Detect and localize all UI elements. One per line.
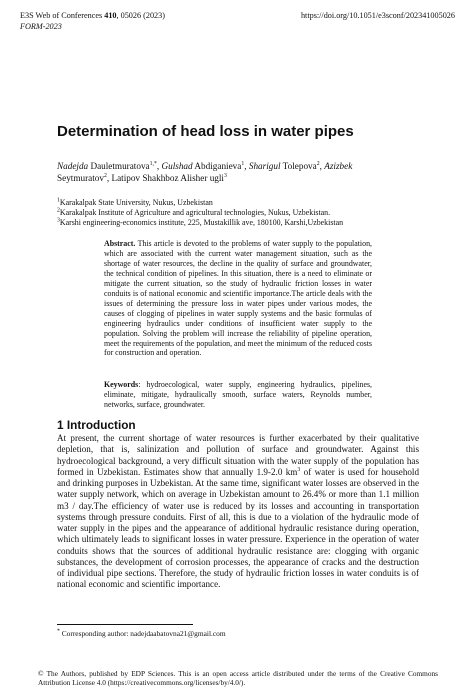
footnote-text: Corresponding author: nadejdaabatovna21@gmail.com: [59, 629, 226, 638]
journal-volume: 410: [104, 11, 117, 20]
affiliation-marker: 1,*: [149, 160, 157, 167]
affiliation-item: [57, 218, 437, 228]
author-list: Nadejda Dauletmuratova$^{1,*}$, Gulshad Abdiganieva$^1$, Sharigul Tolepova$^2$, Azizbek Seytmuratov$^2$, Latipov Shakhboz Alisher ugli$^3$: [57, 160, 353, 183]
author-family-name: Latipov Shakhboz Alisher ugli: [111, 172, 224, 183]
abstract-text: This article is devoted to the problems of water supply to the population, which are associated with the current water management situation, such as the shortage of water resources, the decline in the quality of surface and groundwater, the technical condition of pipelines. In this situation, there is a need to eliminate or mitigate the current situation, so the study of hydraulic friction losses in water conduits is of national economic and scientific importance.The article deals with the issues of determining the pressure loss in water pipes under various modes, the causes of clogging of pipelines in water supply systems and the basic formulas of engineering hydraulics under conditions of insufficient water supply to the population. Solving the problem will increase the reliability of pipeline operation, meet the requirements of the population, and meet the minimum of the reduced costs for construction and operation.: [104, 239, 372, 358]
affiliation-marker: 3: [224, 172, 227, 179]
abstract: [104, 239, 372, 358]
section-heading: 1 Introduction: [57, 418, 136, 432]
affiliation-text: Karakalpak Institute of Agriculture and agricultural technologies, Nukus, Uzbekistan.: [59, 208, 331, 217]
body-text: At present, the current shortage of water resources is further exacerbated by their qualitative depletion, that is, salinization and pollution of surface and groundwater. Against this hydroecological background, a very difficult situation with the water supply of the population has formed in Uzbekistan. Estimates show that annually 1.9-2.0 km: [57, 433, 419, 477]
footnote-divider: [57, 624, 193, 625]
affiliation-text: Karakalpak State University, Nukus, Uzbekistan: [59, 198, 213, 207]
license-footer: © The Authors, published by EDP Sciences. This is an open access article distributed under the terms of the Creative Commons Attribution License 4.0 (https://creativecommons.org/licenses/by/4.0/).: [38, 669, 438, 687]
author-given-name: Gulshad: [161, 161, 193, 171]
footnote: [57, 629, 226, 638]
author-family-name: Dauletmuratova: [90, 161, 150, 171]
doi-link[interactable]: https://doi.org/10.1051/e3sconf/202341005026: [300, 11, 455, 20]
affiliation-number: 1: [57, 197, 60, 204]
journal-name: E3S Web of Conferences: [20, 11, 103, 20]
affiliation-marker: 2: [103, 172, 107, 179]
abstract-label: Abstract.: [104, 239, 136, 248]
author-given-name: Azizbek: [324, 161, 353, 171]
affiliation-list: [57, 198, 437, 228]
body-paragraph: [57, 433, 419, 591]
body-text: of water is used for household and drinking purposes in Uzbekistan. At the same time, significant water losses are observed in the water supply network, which on average in Uzbekistan amount to 26.4% or more than 1.1 million m3 / day.The efficiency of water use is reduced by its losses and accounting in transportation systems through pressure conduits. First of all, this is due to a violation of the hydraulic mode of water supply in the pipes and the appearance of additional hydraulic resistance during operation, which ultimately leads to significant losses in water pressure. Experience in the operation of water conduits shows that the sources of additional hydraulic resistance are: clogging with organic substances, the development of corrosion processes, the appearance of cracks and the destruction of individual pipe sections. Therefore, the study of hydraulic friction losses in water conduits is of national economic and scientific importance.: [57, 466, 419, 590]
keywords-text: : hydroecological, water supply, engineering hydraulics, pipelines, eliminate, mitigate, hydraulically smooth, surface waters, Reynolds number, networks, surface, groundwater.: [104, 380, 372, 409]
superscript: 3: [297, 466, 301, 473]
author-given-name: Sharigul: [248, 161, 281, 171]
affiliation-item: [57, 208, 437, 218]
affiliation-number: 3: [57, 217, 60, 224]
author-family-name: Seytmuratov: [57, 172, 104, 183]
author-given-name: Nadejda: [57, 161, 89, 171]
introduction-body: [57, 433, 419, 591]
affiliation-marker: 2: [316, 160, 320, 167]
author-family-name: Tolepova: [282, 161, 317, 171]
journal-header: [20, 11, 165, 32]
affiliation-text: Karshi engineering-economics institute, 225, Mustakillik ave, 180100, Karshi,Uzbekistan: [59, 218, 344, 227]
author-family-name: Abdiganieva: [194, 161, 242, 171]
affiliation-number: 2: [57, 207, 60, 214]
conference-name: FORM-2023: [20, 21, 62, 31]
footnote-marker: *: [57, 628, 60, 635]
journal-citation: [20, 11, 165, 22]
affiliation-item: [57, 198, 437, 208]
journal-issue: , 05026 (2023): [116, 11, 165, 20]
keywords-label: Keywords: [104, 380, 139, 389]
keywords: [104, 380, 372, 410]
affiliation-marker: 1: [241, 160, 245, 167]
paper-title: Determination of head loss in water pipes: [57, 123, 354, 140]
